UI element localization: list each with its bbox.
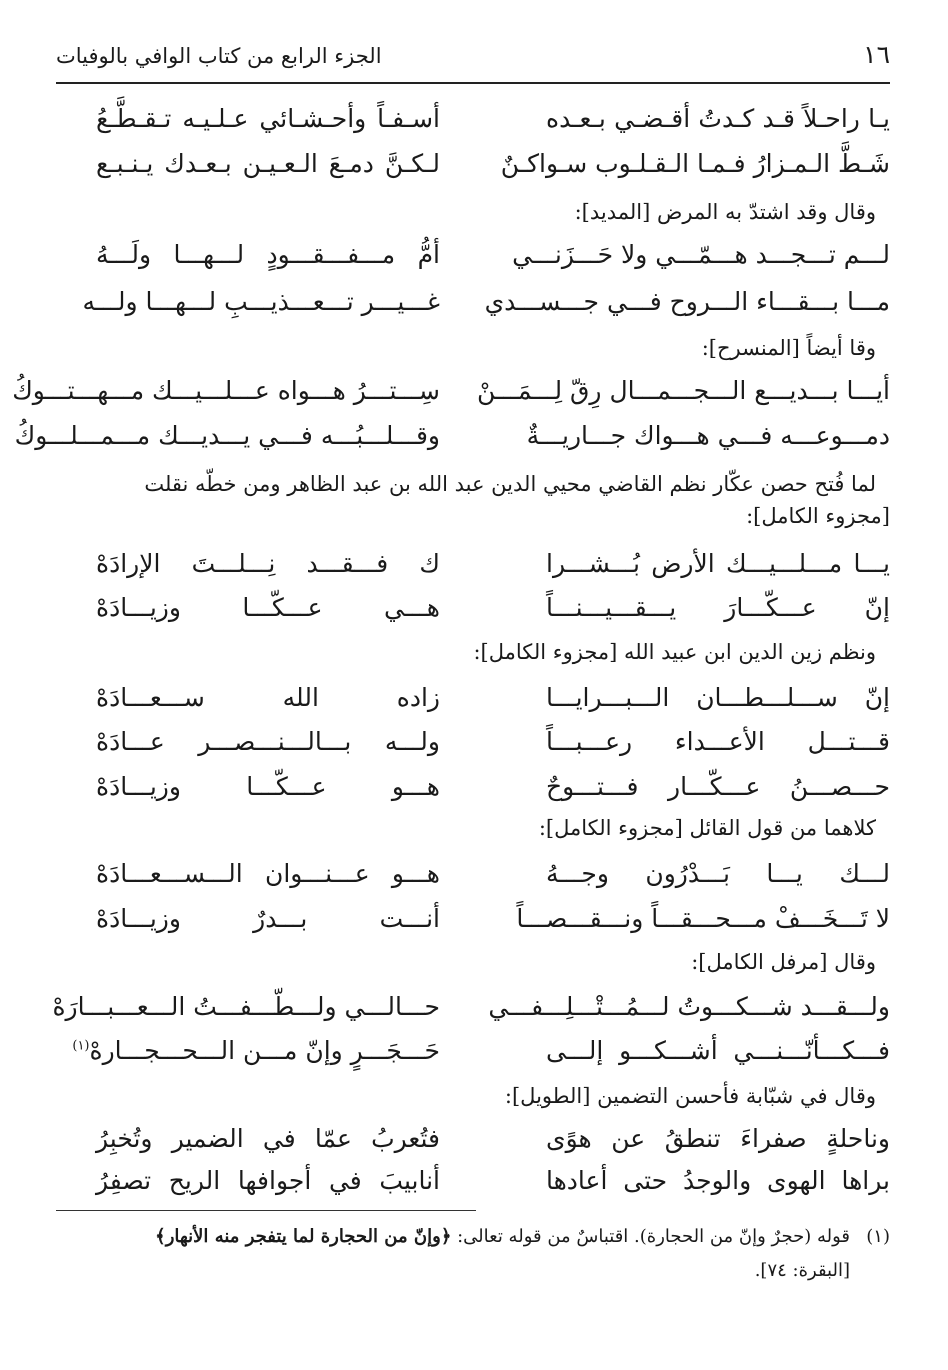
verse-second-hemistich: هـــو عـــكّـــا وزيـــادَهْ xyxy=(96,772,440,801)
verse-first-hemistich: إنّ عـــكّـــارَ يـــقـــيـــنـــاً xyxy=(546,593,890,622)
running-title: الجزء الرابع من كتاب الوافي بالوفيات xyxy=(56,44,382,68)
verse-second-hemistich: غـــيـــر تـــعـــذيـــبِ لـــهـــا ولـــه xyxy=(82,287,440,316)
verse-second-hemistich: ك فـــقـــد نِـــلـــتَ الإرادَهْ xyxy=(96,549,440,578)
verse-line xyxy=(56,587,890,643)
verse-second-hemistich: أنابيبَ في أجوافها الريح تصفِرُ xyxy=(96,1166,440,1195)
verse-second-hemistich xyxy=(72,1036,440,1065)
footnote-reference: (١) xyxy=(72,1038,90,1054)
verse-first-hemistich: إنّ ســـلـــطـــان الـــبـــرايـــا xyxy=(546,683,890,712)
verse-first-hemistich: يـــا مـــلـــيـــك الأرض بُـــشـــرا xyxy=(546,549,890,578)
footnote-number: (١) xyxy=(866,1226,890,1247)
verse-first-hemistich: لا تَـــخَـــفْ مـــحـــقـــاً ونـــقـــصـــاً xyxy=(516,904,890,933)
verse-intro: ونظم زين الدين ابن عبيد الله [مجزوء الكامل]: xyxy=(473,640,876,664)
verse-line xyxy=(56,143,890,199)
verse-line xyxy=(14,415,890,471)
verse-line xyxy=(56,281,890,337)
verse-second-hemistich: سِـــتـــرُ هـــواه عـــلـــيـــك مـــهـــتـــوكُ xyxy=(12,376,440,405)
verse-first-hemistich: لـــم تـــجـــد هـــمّـــي ولا حَـــزَنـــي xyxy=(512,240,890,269)
verse-first-hemistich: شَـطَّ الـمـزارُ فـمـا الـقـلـوب سـواكـنٌ xyxy=(500,149,890,178)
verse-second-hemistich: أمُّ مـــفـــقـــودٍ لـــهـــا ولَـــهُ xyxy=(96,240,440,269)
footnote xyxy=(56,1220,890,1288)
verse-first-hemistich: يـا راحـلاً قـد كـدتُ أقـضـي بـعـده xyxy=(546,104,890,133)
verse-second-hemistich: فتُعربُ عمّا في الضمير وتُخبِرُ xyxy=(96,1124,440,1153)
verse-intro: وقا أيضاً [المنسرح]: xyxy=(701,336,876,360)
prose-paragraph xyxy=(56,468,890,532)
verse-first-hemistich: براها الهوى والوجدُ حتى أعادها xyxy=(546,1166,890,1195)
verse-second-hemistich: لـكـنَّ دمـعَ الـعـيـن بـعـدك يـنـبـع xyxy=(96,149,440,178)
verse-second-hemistich: أسـفـاً وأحـشـائي عـلـيـه تـقـطَّـعُ xyxy=(96,104,440,133)
verse-first-hemistich: قـــتـــل الأعـــداء رعـــبـــاً xyxy=(546,727,890,756)
footnote-separator xyxy=(56,1210,476,1211)
verse-hemistich-text: حَـــجَـــرٍ وإنّ مـــن الـــحـــجـــارهْ xyxy=(89,1036,440,1065)
verse-first-hemistich: أيـــا بـــديـــع الـــجـــمـــال رِقّ لِـــمَـــنْ xyxy=(477,376,890,405)
verse-second-hemistich: أنـــت بـــدرٌ وزيـــادَهْ xyxy=(96,904,440,933)
verse-line xyxy=(56,1160,890,1216)
verse-first-hemistich: حـــصـــنُ عـــكّـــار فـــتـــوحٌ xyxy=(546,772,890,801)
footnote-text: قوله (حجرٌ وإنّ من الحجارة). اقتباسٌ من قوله تعالى: xyxy=(457,1226,850,1247)
footnote-citation: [البقرة: ٧٤]. xyxy=(754,1260,850,1281)
verse-first-hemistich: ولـــقـــد شـــكـــوتُ لـــمُـــتْـــلِـــفـــي xyxy=(488,992,890,1021)
verse-second-hemistich: زاده الله ســـعـــادَهْ xyxy=(96,683,440,712)
verse-line xyxy=(56,1030,890,1086)
verse-second-hemistich: هـــو عـــنـــوان الـــســـعـــادَهْ xyxy=(96,859,440,888)
footnote-quran-quote: ﴿وإنّ من الحجارة لما يتفجر منه الأنهار﴾ xyxy=(155,1226,452,1247)
page-number: ١٦ xyxy=(863,40,890,69)
verse-first-hemistich: دمـــوعـــه فـــي هـــواك جـــاريـــةٌ xyxy=(526,421,890,450)
verse-second-hemistich: حـــالـــي ولـــطّـــفـــتُ الـــعـــبـــارَهْ xyxy=(52,992,440,1021)
verse-first-hemistich: مـــا بـــقـــاء الـــروح فـــي جـــســـدي xyxy=(484,287,890,316)
verse-line xyxy=(56,766,890,822)
verse-second-hemistich: هـــي عـــكّـــا وزيـــادَهْ xyxy=(96,593,440,622)
page-header xyxy=(56,36,890,84)
verse-first-hemistich: وناحلةٍ صفراءَ تنطقُ عن هوًى xyxy=(546,1124,890,1153)
verse-intro: وقال في شبّابة فأحسن التضمين [الطويل]: xyxy=(504,1084,876,1108)
prose-line: لما فُتح حصن عكّار نظم القاضي محيي الدين عبد الله بن عبد الظاهر ومن خطّه نقلت xyxy=(144,472,876,496)
verse-first-hemistich: فـــكـــأنّـــنـــي أشـــكـــو إلـــى xyxy=(546,1036,890,1065)
verse-intro: وقال وقد اشتدّ به المرض [المديد]: xyxy=(574,200,876,224)
verse-second-hemistich: وقـــلـــبُـــه فـــي يـــديـــك مـــمـــلـــوكُ xyxy=(14,421,440,450)
verse-first-hemistich: لـــك يـــا بَـــدْرُون وجـــهُ xyxy=(546,859,890,888)
footnote-line xyxy=(56,1220,890,1254)
verse-intro: كلاهما من قول القائل [مجزوء الكامل]: xyxy=(538,816,876,840)
verse-second-hemistich: ولـــه بـــالـــنـــصـــر عـــادَهْ xyxy=(96,727,440,756)
verse-intro: وقال [مرفل الكامل]: xyxy=(691,950,876,974)
prose-line: [مجزوء الكامل]: xyxy=(746,504,890,528)
verse-line xyxy=(56,898,890,954)
